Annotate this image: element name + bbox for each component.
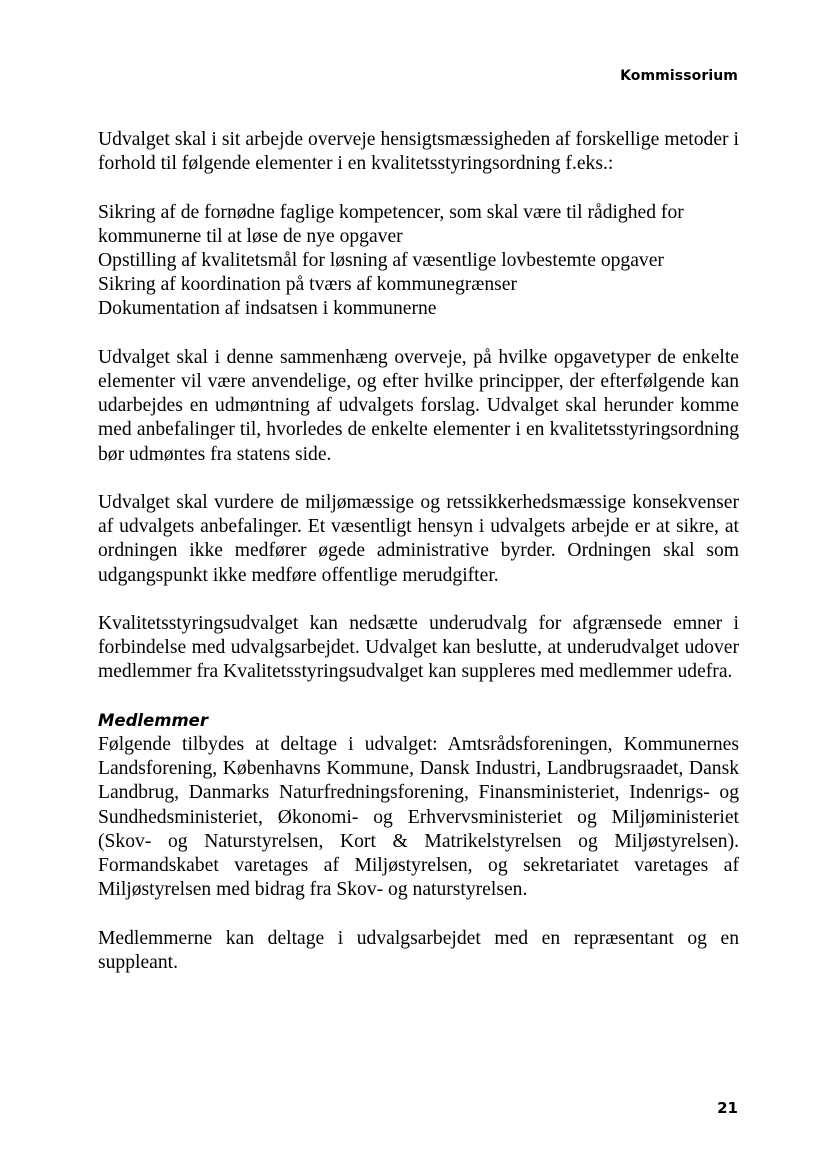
- paragraph-underudvalg: Kvalitetsstyringsudvalget kan nedsætte underudvalg for afgrænsede emner i forbindelse med udvalgsarbejdet. Udvalget kan beslutte, at underudvalget udover medlemmer fra Kvalitetsstyringsudvalget kan suppleres med medlemmer udefra.: [98, 613, 739, 683]
- paragraph-gap: [98, 685, 739, 709]
- paragraph-repraesentant: Medlemmerne kan deltage i udvalgsarbejdet med en repræsentant og en suppleant.: [98, 927, 739, 973]
- page-number: 21: [717, 1099, 738, 1117]
- list-item: Opstilling af kvalitetsmål for løsning af væsentlige lovbestemte opgaver: [98, 250, 664, 271]
- paragraph-gap: [98, 467, 739, 491]
- running-header: Kommissorium: [620, 68, 738, 84]
- paragraph-gap: [98, 588, 739, 612]
- section-heading-medlemmer: Medlemmer: [98, 710, 208, 730]
- list-item: Sikring af koordination på tværs af kommunegrænser: [98, 274, 518, 296]
- paragraph-gap: [98, 322, 739, 346]
- paragraph-konsekvenser: Udvalget skal vurdere de miljømæssige og retssikkerhedsmæssige konsekvenser af udvalgets anbefalinger. Et væsentligt hensyn i udvalgets arbejde er at sikre, at ordningen ikke medfører øgede administrative byrder. Ordningen skal som udgangspunkt ikke medføre offentlige merudgifter.: [98, 492, 739, 586]
- paragraph-intro: Udvalget skal i sit arbejde overveje hensigtsmæssigheden af forskellige metoder i forhold til følgende elementer i en kvalitetsstyringsordning f.eks.:: [98, 129, 739, 175]
- paragraph-medlemmer: Følgende tilbydes at deltage i udvalget: Amtsrådsforeningen, Kommunernes Landsforening, Københavns Kommune, Dansk Industri, Landbrugsraadet, Dansk Landbrug, Danmarks Naturfredningsforening, Finansministeriet, Indenrigs- og Sundhedsministeriet, Økonomi- og Erhvervsministeriet og Miljøministeriet (Skov- og Naturstyrelsen, Kort & Matrikelstyrelsen og Miljøstyrelsen). Formandskabet varetages af Miljøstyrelsen, og sekretariatet varetages af Miljøstyrelsen med bidrag fra Skov- og naturstyrelsen.: [98, 734, 739, 901]
- list-item: Sikring af de fornødne faglige kompetencer, som skal være til rådighed for kommunerne til at løse de nye opgaver: [98, 201, 684, 247]
- list-item: Dokumentation af indsatsen i kommunerne: [98, 298, 437, 320]
- paragraph-gap: [98, 176, 739, 200]
- body-text: [98, 128, 739, 975]
- paragraph-opgavetyper: Udvalget skal i denne sammenhæng overveje, på hvilke opgavetyper de enkelte elementer vil være anvendelige, og efter hvilke principper, der efterfølgende kan udarbejdes en udmøntning af udvalgets forslag. Udvalget skal herunder komme med anbefalinger til, hvorledes de enkelte elementer i en kvalitetsstyringsordning bør udmøntes fra statens side.: [98, 346, 739, 465]
- paragraph-gap: [98, 902, 739, 926]
